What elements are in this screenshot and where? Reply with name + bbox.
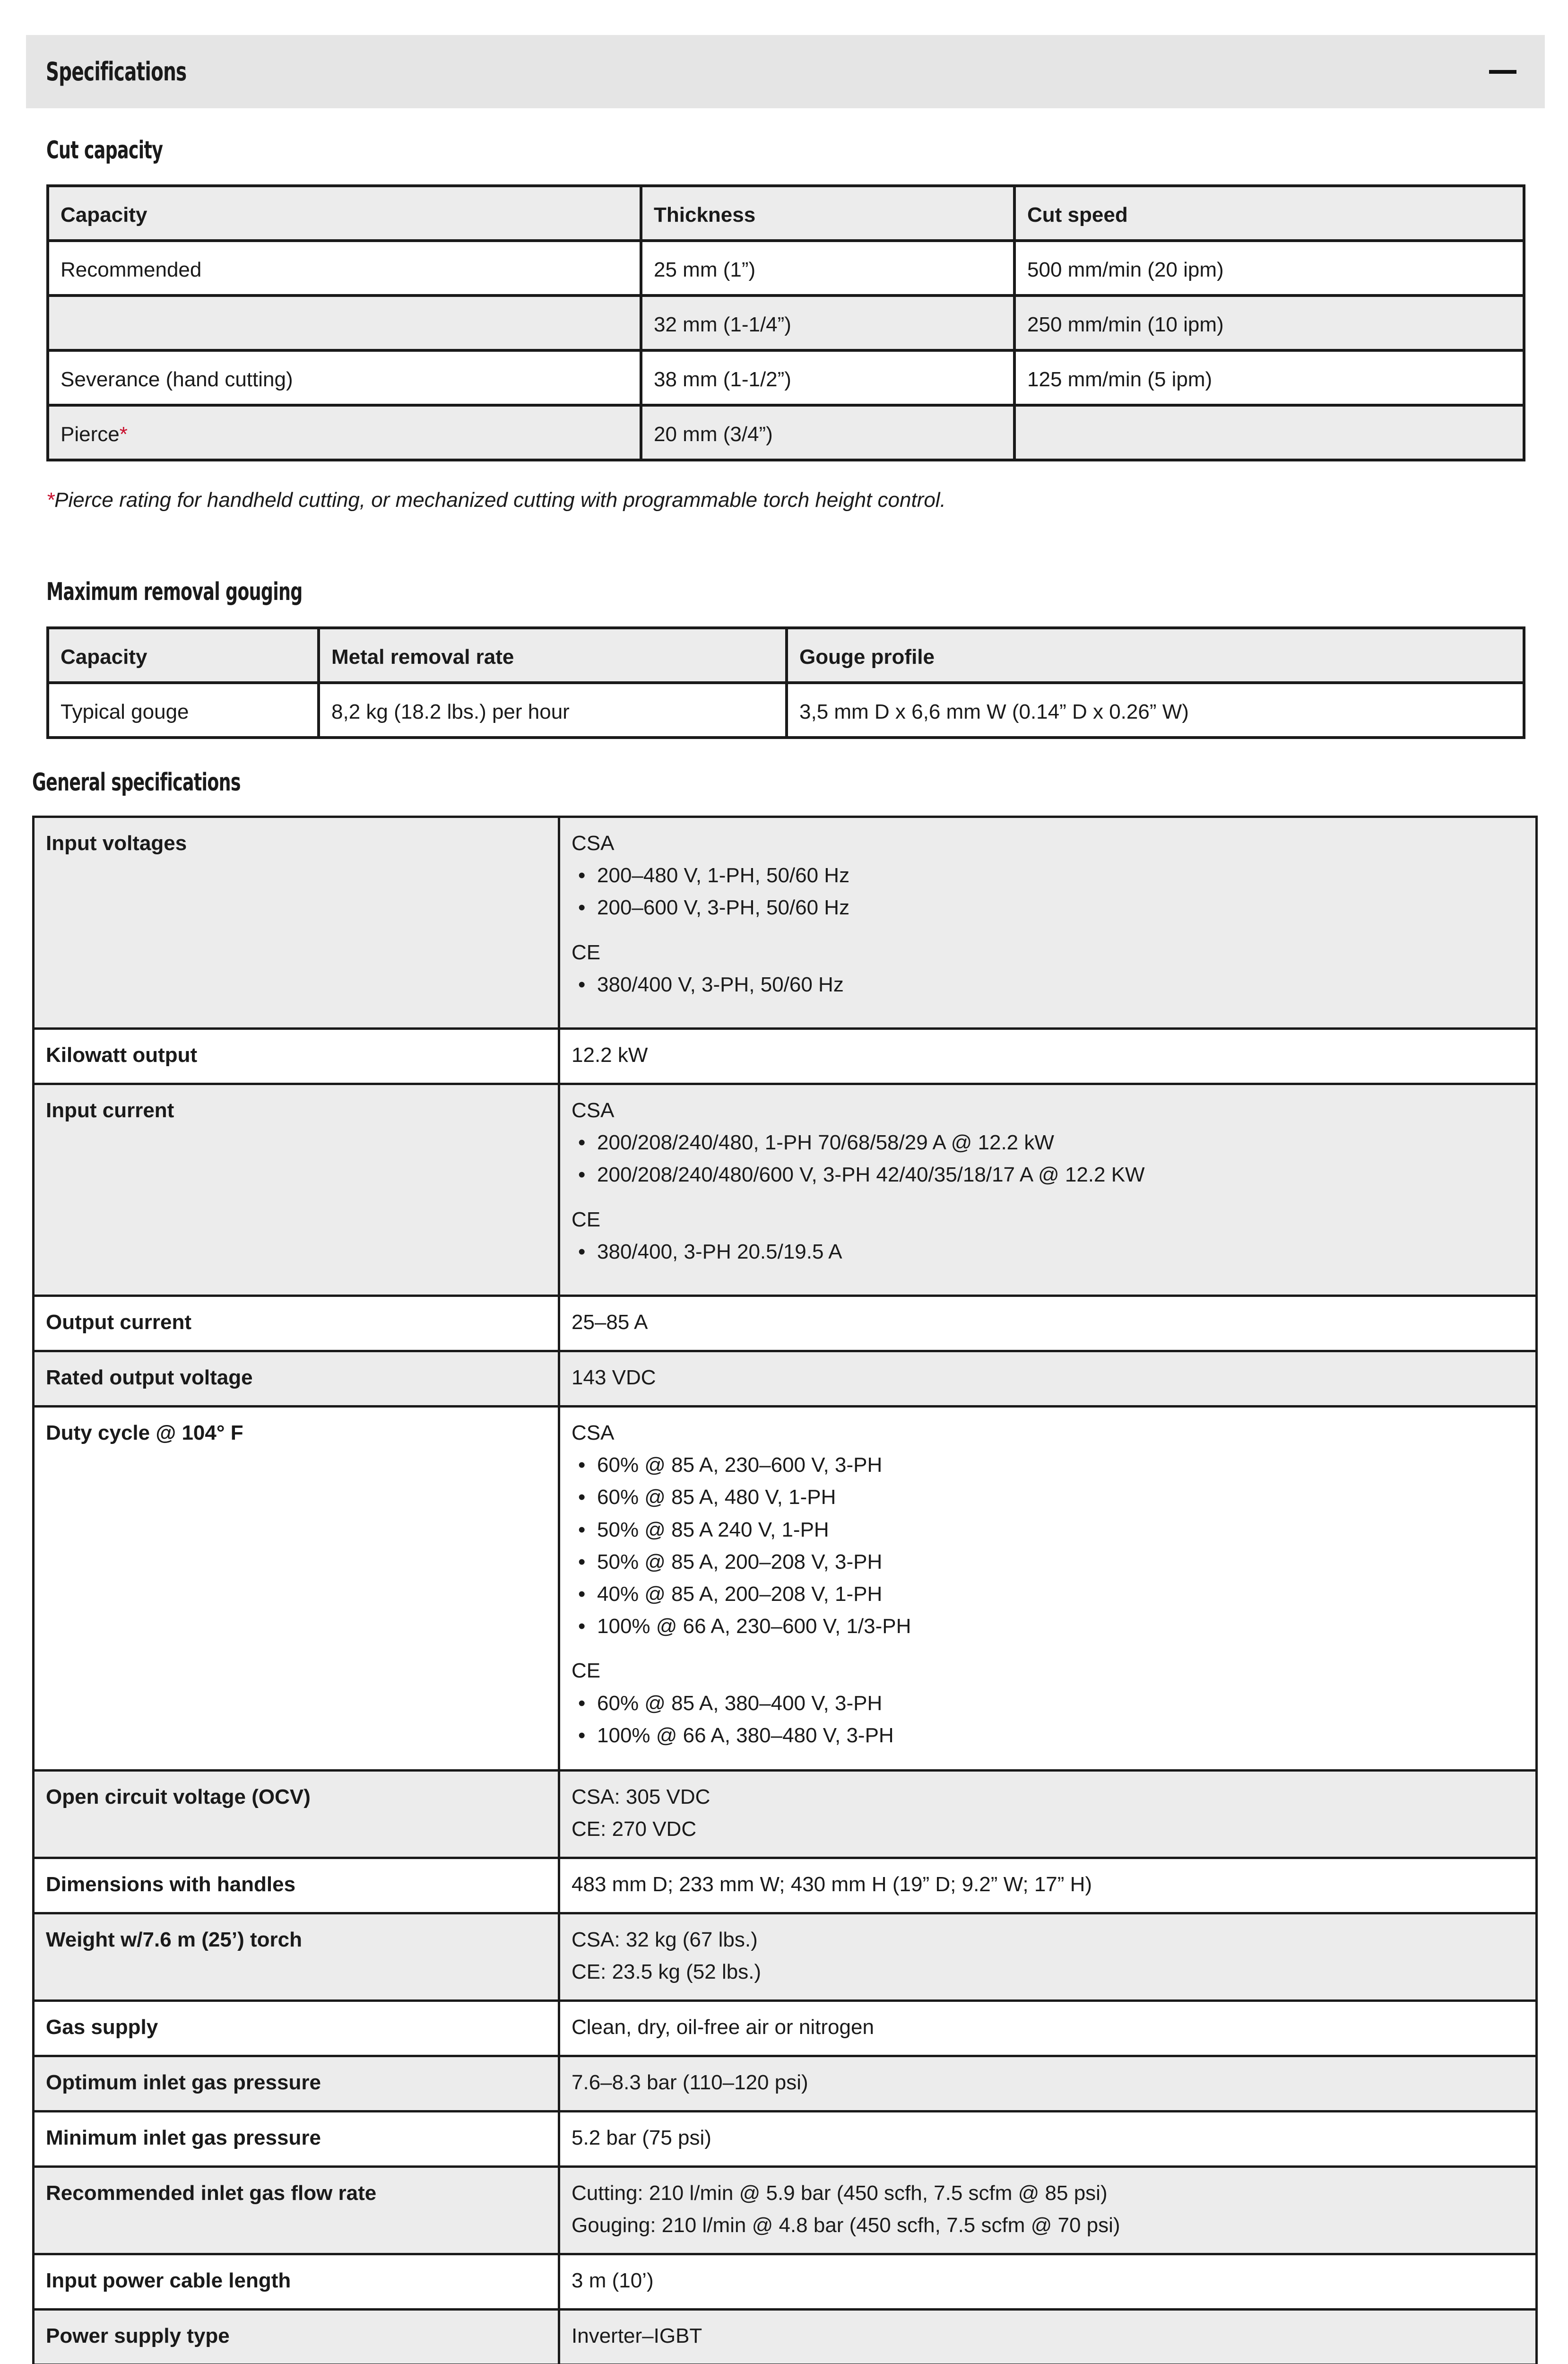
value-line: CE: 23.5 kg (52 lbs.) [572,1960,762,1984]
spec-value [559,1029,1537,1084]
cut-capacity-table [46,184,1525,461]
list-item: • 100% @ 66 A, 380–480 V, 3-PH [572,1720,1524,1752]
list-item: • 60% @ 85 A, 380–400 V, 3-PH [572,1687,1524,1720]
spec-row [34,1029,1537,1084]
spec-row [34,1771,1537,1858]
asterisk: * [46,488,55,512]
capacity-cell: Recommended [48,241,641,296]
spec-row [34,1858,1537,1913]
thickness-cell: 32 mm (1-1/4”) [641,296,1014,350]
spec-row [34,2001,1537,2056]
spec-row [34,1407,1537,1771]
spec-label: Optimum inlet gas pressure [34,2056,559,2112]
list-item: • 380/400, 3-PH 20.5/19.5 A [572,1236,1524,1268]
spec-value [559,2310,1537,2364]
spec-value [559,1771,1537,1858]
value-line: CE: 270 VDC [572,1817,697,1841]
spec-value [559,2056,1537,2112]
spec-value [559,2001,1537,2056]
group-heading: CSA [572,1099,615,1122]
spec-label: Output current [34,1296,559,1351]
value-line: CSA: 305 VDC [572,1785,710,1808]
table-row [48,296,1524,350]
value-line: 12.2 kW [572,1043,648,1067]
spec-value [559,817,1537,1029]
group-heading: CE [572,1208,601,1231]
spec-group [572,827,1524,924]
spec-group [572,1204,1524,1268]
spec-label: Input current [34,1084,559,1296]
specifications-header[interactable] [26,35,1545,108]
list-item: • 200/208/240/480, 1-PH 70/68/58/29 A @ 12.2 kW [572,1127,1524,1159]
table-row [48,241,1524,296]
list-item: • 50% @ 85 A 240 V, 1-PH [572,1514,1524,1546]
cut-speed-cell [1014,405,1524,460]
gouge-profile-cell: 3,5 mm D x 6,6 mm W (0.14” D x 0.26” W) [787,683,1524,738]
spec-label: Input power cable length [34,2254,559,2310]
spec-group [572,1417,1524,1643]
bullet-list [572,1687,1524,1752]
value-line: 25–85 A [572,1311,648,1334]
spec-value [559,1351,1537,1407]
spec-label: Minimum inlet gas pressure [34,2112,559,2167]
value-line: Inverter–IGBT [572,2324,702,2347]
spec-group [572,937,1524,1001]
table-row [48,405,1524,460]
general-specifications-body [34,817,1537,2364]
bullet-list [572,860,1524,924]
value-line: 5.2 bar (75 psi) [572,2126,711,2149]
panel-title: Specifications [46,57,187,87]
group-heading: CE [572,940,601,964]
value-line: Cutting: 210 l/min @ 5.9 bar (450 scfh, 7.5 scfm @ 85 psi) [572,2181,1108,2205]
column-header: Cut speed [1014,186,1524,241]
capacity-cell [48,296,641,350]
bullet-list [572,969,1524,1001]
value-line: CSA: 32 kg (67 lbs.) [572,1928,758,1951]
spec-value [559,2112,1537,2167]
value-line: 7.6–8.3 bar (110–120 psi) [572,2071,808,2094]
bullet-list [572,1236,1524,1268]
bullet-list [572,1127,1524,1191]
column-header: Gouge profile [787,628,1524,683]
cut-speed-cell: 125 mm/min (5 ipm) [1014,350,1524,405]
spec-value [559,2254,1537,2310]
spec-row [34,1296,1537,1351]
removal-rate-cell: 8,2 kg (18.2 lbs.) per hour [319,683,787,738]
spec-row [34,2112,1537,2167]
spec-row [34,1351,1537,1407]
spec-row [34,2310,1537,2364]
gouging-title: Maximum removal gouging [46,578,303,606]
column-header: Capacity [48,628,319,683]
spec-row [34,1084,1537,1296]
spec-value [559,2167,1537,2254]
thickness-cell: 20 mm (3/4”) [641,405,1014,460]
pierce-footnote [46,488,946,512]
column-header: Metal removal rate [319,628,787,683]
spec-label: Rated output voltage [34,1351,559,1407]
list-item: • 60% @ 85 A, 480 V, 1-PH [572,1481,1524,1513]
spec-label: Kilowatt output [34,1029,559,1084]
spec-label: Input voltages [34,817,559,1029]
spec-group [572,1655,1524,1752]
column-header: Thickness [641,186,1014,241]
list-item: • 100% @ 66 A, 230–600 V, 1/3-PH [572,1610,1524,1643]
spec-value [559,1913,1537,2001]
spec-group [572,1095,1524,1191]
spec-row [34,2056,1537,2112]
capacity-cell: Typical gouge [48,683,319,738]
thickness-cell: 25 mm (1”) [641,241,1014,296]
list-item: • 50% @ 85 A, 200–208 V, 3-PH [572,1546,1524,1578]
spec-value [559,1858,1537,1913]
cut-capacity-title: Cut capacity [46,136,163,165]
table-row [48,683,1524,738]
group-heading: CSA [572,832,615,855]
gouging-table [46,626,1525,739]
group-heading: CSA [572,1421,615,1444]
general-specifications-title: General specifications [32,768,241,797]
spec-value [559,1084,1537,1296]
list-item: • 200–480 V, 1-PH, 50/60 Hz [572,860,1524,892]
list-item: • 40% @ 85 A, 200–208 V, 1-PH [572,1578,1524,1610]
spec-label: Gas supply [34,2001,559,2056]
cut-speed-cell: 250 mm/min (10 ipm) [1014,296,1524,350]
spec-row [34,817,1537,1029]
list-item: • 60% @ 85 A, 230–600 V, 3-PH [572,1449,1524,1481]
spec-label: Dimensions with handles [34,1858,559,1913]
spec-value [559,1296,1537,1351]
asterisk: * [119,423,128,446]
spec-row [34,1913,1537,2001]
spec-label: Power supply type [34,2310,559,2364]
spec-label: Duty cycle @ 104° F [34,1407,559,1771]
group-heading: CE [572,1659,601,1683]
value-line: Gouging: 210 l/min @ 4.8 bar (450 scfh, 7.5 scfm @ 70 psi) [572,2214,1120,2237]
spec-row [34,2254,1537,2310]
column-header: Capacity [48,186,641,241]
cut-speed-cell: 500 mm/min (20 ipm) [1014,241,1524,296]
list-item: • 380/400 V, 3-PH, 50/60 Hz [572,969,1524,1001]
bullet-list [572,1449,1524,1643]
general-specifications-table [32,816,1538,2364]
minus-icon[interactable] [1489,58,1516,86]
spec-label: Recommended inlet gas flow rate [34,2167,559,2254]
spec-label: Weight w/7.6 m (25’) torch [34,1913,559,2001]
value-line: 3 m (10’) [572,2269,654,2292]
spec-row [34,2167,1537,2254]
pierce-label: Pierce [61,423,120,446]
table-row [48,350,1524,405]
value-line: 483 mm D; 233 mm W; 430 mm H (19” D; 9.2” W; 17” H) [572,1873,1092,1896]
spec-label: Open circuit voltage (OCV) [34,1771,559,1858]
list-item: • 200/208/240/480/600 V, 3-PH 42/40/35/18/17 A @ 12.2 KW [572,1159,1524,1191]
value-line: 143 VDC [572,1366,656,1389]
value-line: Clean, dry, oil-free air or nitrogen [572,2016,874,2039]
footnote-text: Pierce rating for handheld cutting, or mechanized cutting with programmable torch height control. [54,488,946,512]
capacity-cell: Severance (hand cutting) [48,350,641,405]
capacity-cell [48,405,641,460]
thickness-cell: 38 mm (1-1/2”) [641,350,1014,405]
spec-value [559,1407,1537,1771]
list-item: • 200–600 V, 3-PH, 50/60 Hz [572,892,1524,924]
